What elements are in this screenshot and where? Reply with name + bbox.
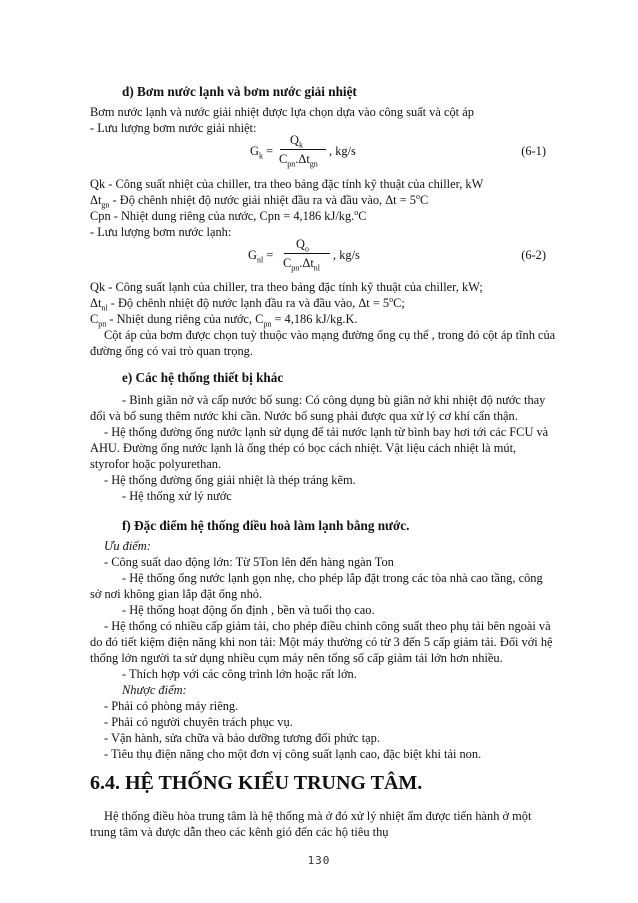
text-u1: - Công suất dao động lớn: Từ 5Ton lên đến hàng ngàn Ton <box>104 555 394 569</box>
text-u2-1: - Hệ thống ống nước lạnh gọn nhẹ, cho phép lắp đặt trong các tòa nhà cao tầng, công <box>122 571 543 585</box>
text-dtnl-def: $\Delta t_{nl}$ - Độ chênh nhiệt độ nước lạnh đầu ra và đầu vào, $\Delta t = 5^oC$; <box>90 294 405 313</box>
heading-f: f) Đặc điểm hệ thống điều hoà làm lạnh bằng nước. <box>122 518 410 533</box>
text-64-p1-1: Hệ thống điều hòa trung tâm là hệ thống mà ở đó xử lý nhiệt ẩm được tiến hành ở một <box>104 809 532 823</box>
formula-numerator: $Q_o$ <box>296 237 309 254</box>
formula-6-2 <box>248 237 408 277</box>
text-e-p2-1: - Hệ thống đường ống nước lạnh sử dụng để tải nước lạnh từ bình bay hơi tới các FCU và <box>104 425 549 439</box>
text-e-p1-2: đổi và bổ sung thêm nước khi cần. Nước bổ sung phải được qua xử lý cơ khí cẩn thận. <box>90 409 518 423</box>
text-qk-def2: Qk - Công suất lạnh của chiller, tra theo bảng đặc tính kỹ thuật của chiller, kW; <box>90 280 483 294</box>
text-u4-2: do đó tiết kiệm điện năng khi non tải: Một máy thường có từ 3 đến 5 cấp giảm tải. Đối với hệ <box>90 635 553 649</box>
formula-lhs: $G_k$ = <box>250 144 274 161</box>
page-number: 130 <box>307 854 331 867</box>
label-uu-diem: Ưu điểm: <box>104 539 151 553</box>
text-n3: - Vận hành, sửa chữa và bảo dưỡng tương đối phức tạp. <box>104 731 380 745</box>
text-cot-ap-2: đường ống có vai trò quan trọng. <box>90 344 253 358</box>
text-e-p3: - Hệ thống đường ống giải nhiệt là thép tráng kẽm. <box>104 473 356 487</box>
text-intro: Bơm nước lạnh và nước giải nhiệt được lựa chọn dựa vào công suất và cột áp <box>90 105 474 119</box>
heading-d: d) Bơm nước lạnh và bơm nước giải nhiệt <box>122 84 357 99</box>
text-e-p1-1: - Bình giãn nở và cấp nước bổ sung: Có công dụng bù giãn nở khi nhiệt độ nước thay <box>122 393 546 407</box>
text-u4-3: thống lớn người ta sử dụng nhiều cụm máy nên tổng số cấp giảm tải lớn hơn nhiều. <box>90 651 503 665</box>
text-u4-1: - Hệ thống có nhiều cấp giảm tải, cho phép điều chỉnh công suất theo phụ tải bên ngoài và <box>104 619 551 633</box>
text-cot-ap-1: Cột áp của bơm được chọn tuỳ thuộc vào mạng đường ống cụ thể , trong đó cột áp tĩnh của <box>104 328 556 342</box>
formula-denominator: $C_{pn}.\Delta t_{gn}$ <box>279 152 318 169</box>
fraction-bar <box>280 149 326 150</box>
text-e-p2-3: styrofor hoặc polyurethan. <box>90 457 222 471</box>
formula-6-1 <box>250 133 400 173</box>
formula-numerator: $Q_k$ <box>290 133 303 150</box>
text-n2: - Phải có người chuyên trách phục vụ. <box>104 715 293 729</box>
equation-label-6-1: (6-1) <box>521 144 546 158</box>
label-nhuoc-diem: Nhược điểm: <box>122 683 187 697</box>
text-n1: - Phải có phòng máy riêng. <box>104 699 239 713</box>
formula-lhs: $G_{nl}$ = <box>248 248 274 265</box>
text-qk-def: Qk - Công suất nhiệt của chiller, tra theo bảng đặc tính kỹ thuật của chiller, kW <box>90 177 484 191</box>
equation-label-6-2: (6-2) <box>521 248 546 262</box>
text-flow-lanh: - Lưu lượng bơm nước lạnh: <box>90 225 232 239</box>
formula-unit: , kg/s <box>333 248 360 262</box>
text-64-p1-2: trung tâm và được dẫn theo các kênh gió đến các hộ tiêu thụ <box>90 825 389 839</box>
text-n4: - Tiêu thụ điện năng cho một đơn vị công suất lạnh cao, đặc biệt khi tải non. <box>104 747 482 761</box>
fraction-bar <box>284 253 330 254</box>
heading-e: e) Các hệ thống thiết bị khác <box>122 370 284 385</box>
heading-6-4: 6.4. HỆ THỐNG KIỂU TRUNG TÂM. <box>90 772 423 794</box>
text-flow-giai-nhiet: - Lưu lượng bơm nước giải nhiệt: <box>90 121 257 135</box>
text-u3: - Hệ thống hoạt động ổn định , bền và tuổi thọ cao. <box>122 603 375 617</box>
formula-denominator: $C_{pn}.\Delta t_{nl}$ <box>283 256 321 273</box>
text-u2-2: sở nơi không gian lắp đặt ống nhỏ. <box>90 587 263 601</box>
text-dtgn-def: $\Delta t_{gn}$ - Độ chênh nhiệt độ nước giải nhiệt đầu ra và đầu vào, $\Delta t = 5^oC$ <box>90 191 429 210</box>
text-cpn-def2: $C_{pn}$ - Nhiệt dung riêng của nước, $C_{pn} = 4,186$ kJ/kg.K. <box>90 312 358 329</box>
formula-unit: , kg/s <box>329 144 356 158</box>
text-e-p4: - Hệ thống xử lý nước <box>122 489 232 503</box>
text-u5: - Thích hợp với các công trình lớn hoặc rất lớn. <box>122 667 357 681</box>
text-e-p2-2: AHU. Đường ống nước lạnh là ống thép có bọc cách nhiệt. Vật liệu cách nhiệt là mút, <box>90 441 517 455</box>
text-cpn-def: Cpn - Nhiệt dung riêng của nước, Cpn = 4,186 kJ/kg.$^o$C <box>90 207 367 223</box>
